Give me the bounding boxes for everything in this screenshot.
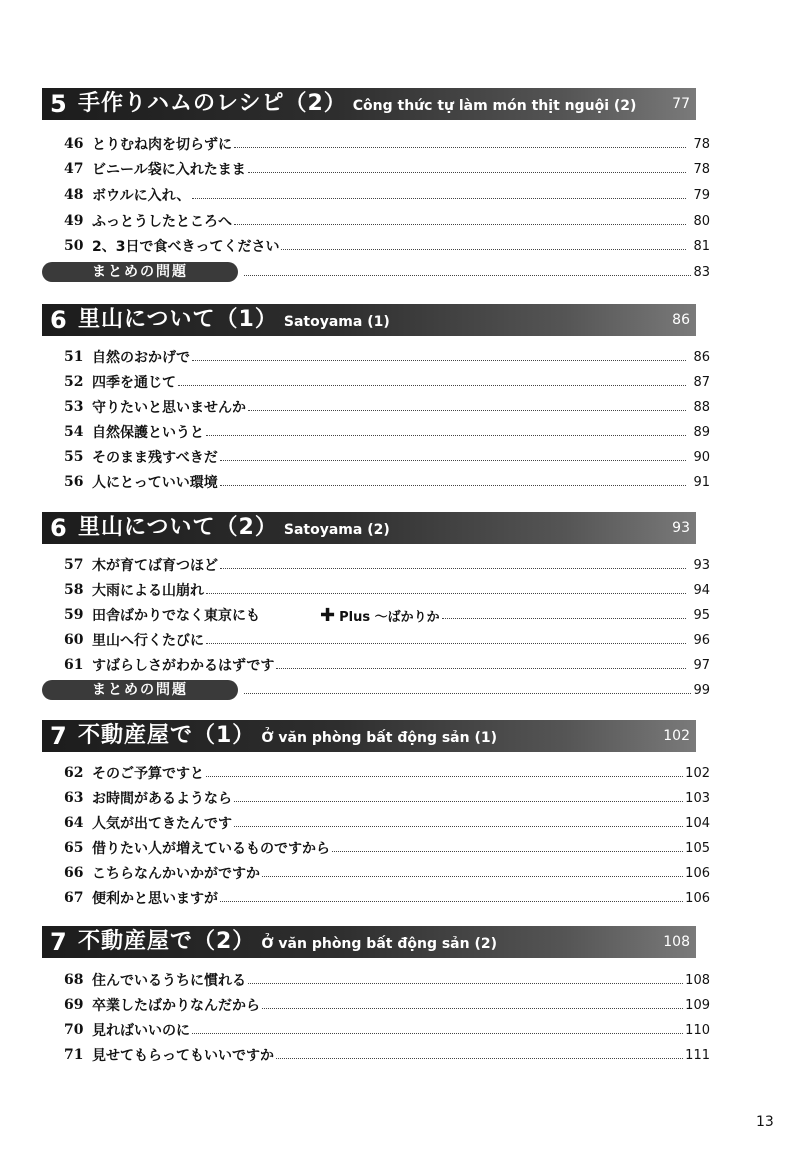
toc-entry[interactable]	[64, 861, 710, 885]
entry-title: 借りたい人が増えているものですから	[92, 841, 330, 857]
toc-entry[interactable]	[64, 993, 710, 1017]
unit-subtitle: Satoyama (2)	[283, 522, 390, 538]
entry-title: そのご予算ですと	[92, 766, 204, 782]
entry-title: 守りたいと思いませんか	[92, 400, 246, 416]
toc-entry[interactable]	[64, 761, 710, 785]
leader-dots	[248, 410, 686, 411]
entry-title: 四季を通じて	[92, 375, 176, 391]
entry-title: 卒業したばかりなんだから	[92, 998, 260, 1014]
leader-dots	[220, 568, 686, 569]
entry-number: 71	[64, 1047, 84, 1063]
entry-number: 68	[64, 972, 84, 988]
leader-dots	[244, 693, 691, 694]
unit-page: 93	[672, 520, 690, 536]
toc-entry[interactable]	[64, 209, 710, 233]
leader-dots	[332, 851, 683, 852]
toc-entry[interactable]	[64, 653, 710, 677]
entry-number: 56	[64, 474, 84, 490]
unit-page: 86	[672, 312, 690, 328]
unit-page: 77	[672, 96, 690, 112]
leader-dots	[178, 385, 686, 386]
entry-number: 50	[64, 238, 84, 254]
entry-page: 97	[693, 657, 710, 673]
leader-dots	[206, 776, 683, 777]
toc-entry[interactable]	[64, 345, 710, 369]
entry-number: 58	[64, 582, 84, 598]
entry-page: 93	[693, 557, 710, 573]
entry-number: 59	[64, 607, 84, 623]
page-number: 13	[756, 1114, 774, 1130]
toc-entry[interactable]	[64, 470, 710, 494]
unit-subtitle: Ở văn phòng bất động sản (1)	[261, 730, 497, 746]
entry-number: 47	[64, 161, 84, 177]
toc-entry[interactable]	[64, 1018, 710, 1042]
entry-page: 106	[685, 865, 710, 881]
entry-page: 108	[685, 972, 710, 988]
leader-dots	[192, 1033, 683, 1034]
entry-number: 62	[64, 765, 84, 781]
leader-dots	[234, 224, 686, 225]
entry-page: 104	[685, 815, 710, 831]
leader-dots	[206, 435, 686, 436]
unit-header	[42, 720, 696, 752]
leader-dots	[248, 983, 683, 984]
entry-page: 103	[685, 790, 710, 806]
toc-entry[interactable]	[64, 370, 710, 394]
unit-subtitle: Ở văn phòng bất động sản (2)	[261, 936, 497, 952]
leader-dots	[220, 901, 683, 902]
leader-dots	[262, 876, 683, 877]
entry-title: 見せてもらってもいいですか	[92, 1048, 274, 1064]
toc-entry[interactable]	[64, 968, 710, 992]
entry-title: 自然保護というと	[92, 425, 204, 441]
unit-title: 手作りハムのレシピ（2）	[78, 91, 347, 116]
entry-number: 53	[64, 399, 84, 415]
review-entry[interactable]	[42, 678, 710, 702]
unit-number: 6	[50, 514, 67, 542]
entry-number: 49	[64, 213, 84, 229]
toc-entry[interactable]	[64, 445, 710, 469]
plus-text: Plus ～ばかりか	[339, 609, 440, 625]
entry-page: 94	[693, 582, 710, 598]
entry-title: 里山へ行くたびに	[92, 633, 204, 649]
unit-header	[42, 304, 696, 336]
entry-page: 88	[693, 399, 710, 415]
entry-page: 90	[693, 449, 710, 465]
toc-entry[interactable]	[64, 234, 710, 258]
entry-page: 78	[693, 136, 710, 152]
unit-title: 里山について（2）	[78, 515, 278, 540]
entry-number: 52	[64, 374, 84, 390]
toc-entry[interactable]	[64, 395, 710, 419]
leader-dots	[248, 172, 686, 173]
unit-header	[42, 926, 696, 958]
entry-number: 69	[64, 997, 84, 1013]
entry-number: 65	[64, 840, 84, 856]
entry-page: 95	[693, 607, 710, 623]
toc-entry[interactable]	[64, 603, 710, 627]
unit-number: 7	[50, 722, 67, 750]
unit-header	[42, 88, 696, 120]
toc-entry[interactable]	[64, 786, 710, 810]
leader-dots	[281, 249, 686, 250]
entry-number: 46	[64, 136, 84, 152]
plus-note	[320, 605, 440, 626]
entry-title: 自然のおかげで	[92, 350, 190, 366]
entry-number: 63	[64, 790, 84, 806]
leader-dots	[276, 668, 686, 669]
unit-page: 102	[663, 728, 690, 744]
entry-title: 2、3日で食べきってください	[92, 239, 280, 255]
entry-page: 79	[693, 187, 710, 203]
entry-title: 木が育てば育つほど	[92, 558, 218, 574]
entry-page: 81	[693, 238, 710, 254]
toc-entry[interactable]	[64, 811, 710, 835]
entry-title: 人気が出てきたんです	[92, 816, 232, 832]
leader-dots	[244, 275, 691, 276]
entry-title: ふっとうしたところへ	[92, 214, 232, 230]
entry-page: 86	[693, 349, 710, 365]
leader-dots	[234, 801, 683, 802]
entry-number: 66	[64, 865, 84, 881]
toc-entry[interactable]	[64, 157, 710, 181]
toc-entry[interactable]	[64, 420, 710, 444]
entry-page: 106	[685, 890, 710, 906]
unit-number: 6	[50, 306, 67, 334]
unit-subtitle: Satoyama (1)	[283, 314, 390, 330]
entry-page: 83	[693, 264, 710, 280]
toc-entry[interactable]	[64, 836, 710, 860]
leader-dots	[276, 1058, 683, 1059]
entry-title: ビニール袋に入れたまま	[92, 162, 246, 178]
unit-number: 7	[50, 928, 67, 956]
entry-title: とりむね肉を切らずに	[92, 137, 232, 153]
entry-title: ボウルに入れ、	[92, 188, 191, 204]
unit-subtitle: Công thức tự làm món thịt nguội (2)	[352, 98, 637, 114]
entry-page: 111	[685, 1047, 710, 1063]
entry-number: 64	[64, 815, 84, 831]
entry-page: 89	[693, 424, 710, 440]
unit-title: 不動産屋で（2）	[78, 929, 256, 954]
entry-number: 57	[64, 557, 84, 573]
unit-title: 里山について（1）	[78, 307, 278, 332]
toc-entry[interactable]	[64, 628, 710, 652]
entry-page: 91	[693, 474, 710, 490]
leader-dots	[206, 643, 686, 644]
entry-page: 78	[693, 161, 710, 177]
leader-dots	[220, 460, 686, 461]
entry-number: 60	[64, 632, 84, 648]
entry-title: お時間があるようなら	[92, 791, 232, 807]
entry-title: 田舎ばかりでなく東京にも	[92, 608, 260, 624]
entry-title: すばらしさがわかるはずです	[92, 658, 275, 674]
leader-dots	[442, 618, 686, 619]
entry-title: こちらなんかいかがですか	[92, 866, 260, 882]
toc-entry[interactable]	[64, 1043, 710, 1067]
leader-dots	[262, 1008, 683, 1009]
entry-page: 80	[693, 213, 710, 229]
entry-page: 109	[685, 997, 710, 1013]
entry-title: 便利かと思いますが	[92, 891, 218, 907]
entry-number: 61	[64, 657, 84, 673]
review-entry[interactable]	[42, 260, 710, 284]
review-label: まとめの問題	[42, 680, 238, 700]
leader-dots	[234, 147, 686, 148]
entry-number: 51	[64, 349, 84, 365]
entry-page: 110	[685, 1022, 710, 1038]
entry-page: 87	[693, 374, 710, 390]
entry-title: 人にとっていい環境	[92, 475, 218, 491]
entry-number: 67	[64, 890, 84, 906]
entry-page: 96	[693, 632, 710, 648]
entry-number: 48	[64, 187, 84, 203]
leader-dots	[220, 485, 686, 486]
entry-page: 102	[685, 765, 710, 781]
toc-entry[interactable]	[64, 578, 710, 602]
toc-entry[interactable]	[64, 553, 710, 577]
entry-title: 大雨による山崩れ	[92, 583, 204, 599]
unit-header	[42, 512, 696, 544]
leader-dots	[206, 593, 686, 594]
entry-page: 105	[685, 840, 710, 856]
entry-number: 70	[64, 1022, 84, 1038]
entry-title: 見ればいいのに	[92, 1023, 190, 1039]
leader-dots	[192, 360, 686, 361]
entry-page: 99	[693, 682, 710, 698]
unit-title: 不動産屋で（1）	[78, 723, 256, 748]
leader-dots	[192, 198, 686, 199]
toc-entry[interactable]	[64, 132, 710, 156]
entry-number: 54	[64, 424, 84, 440]
toc-entry[interactable]	[64, 886, 710, 910]
leader-dots	[234, 826, 683, 827]
plus-icon: ✚	[320, 604, 336, 626]
entry-number: 55	[64, 449, 84, 465]
review-label: まとめの問題	[42, 262, 238, 282]
toc-entry[interactable]	[64, 183, 710, 207]
entry-title: 住んでいるうちに慣れる	[92, 973, 246, 989]
entry-title: そのまま残すべきだ	[92, 450, 218, 466]
unit-number: 5	[50, 90, 67, 118]
unit-page: 108	[663, 934, 690, 950]
